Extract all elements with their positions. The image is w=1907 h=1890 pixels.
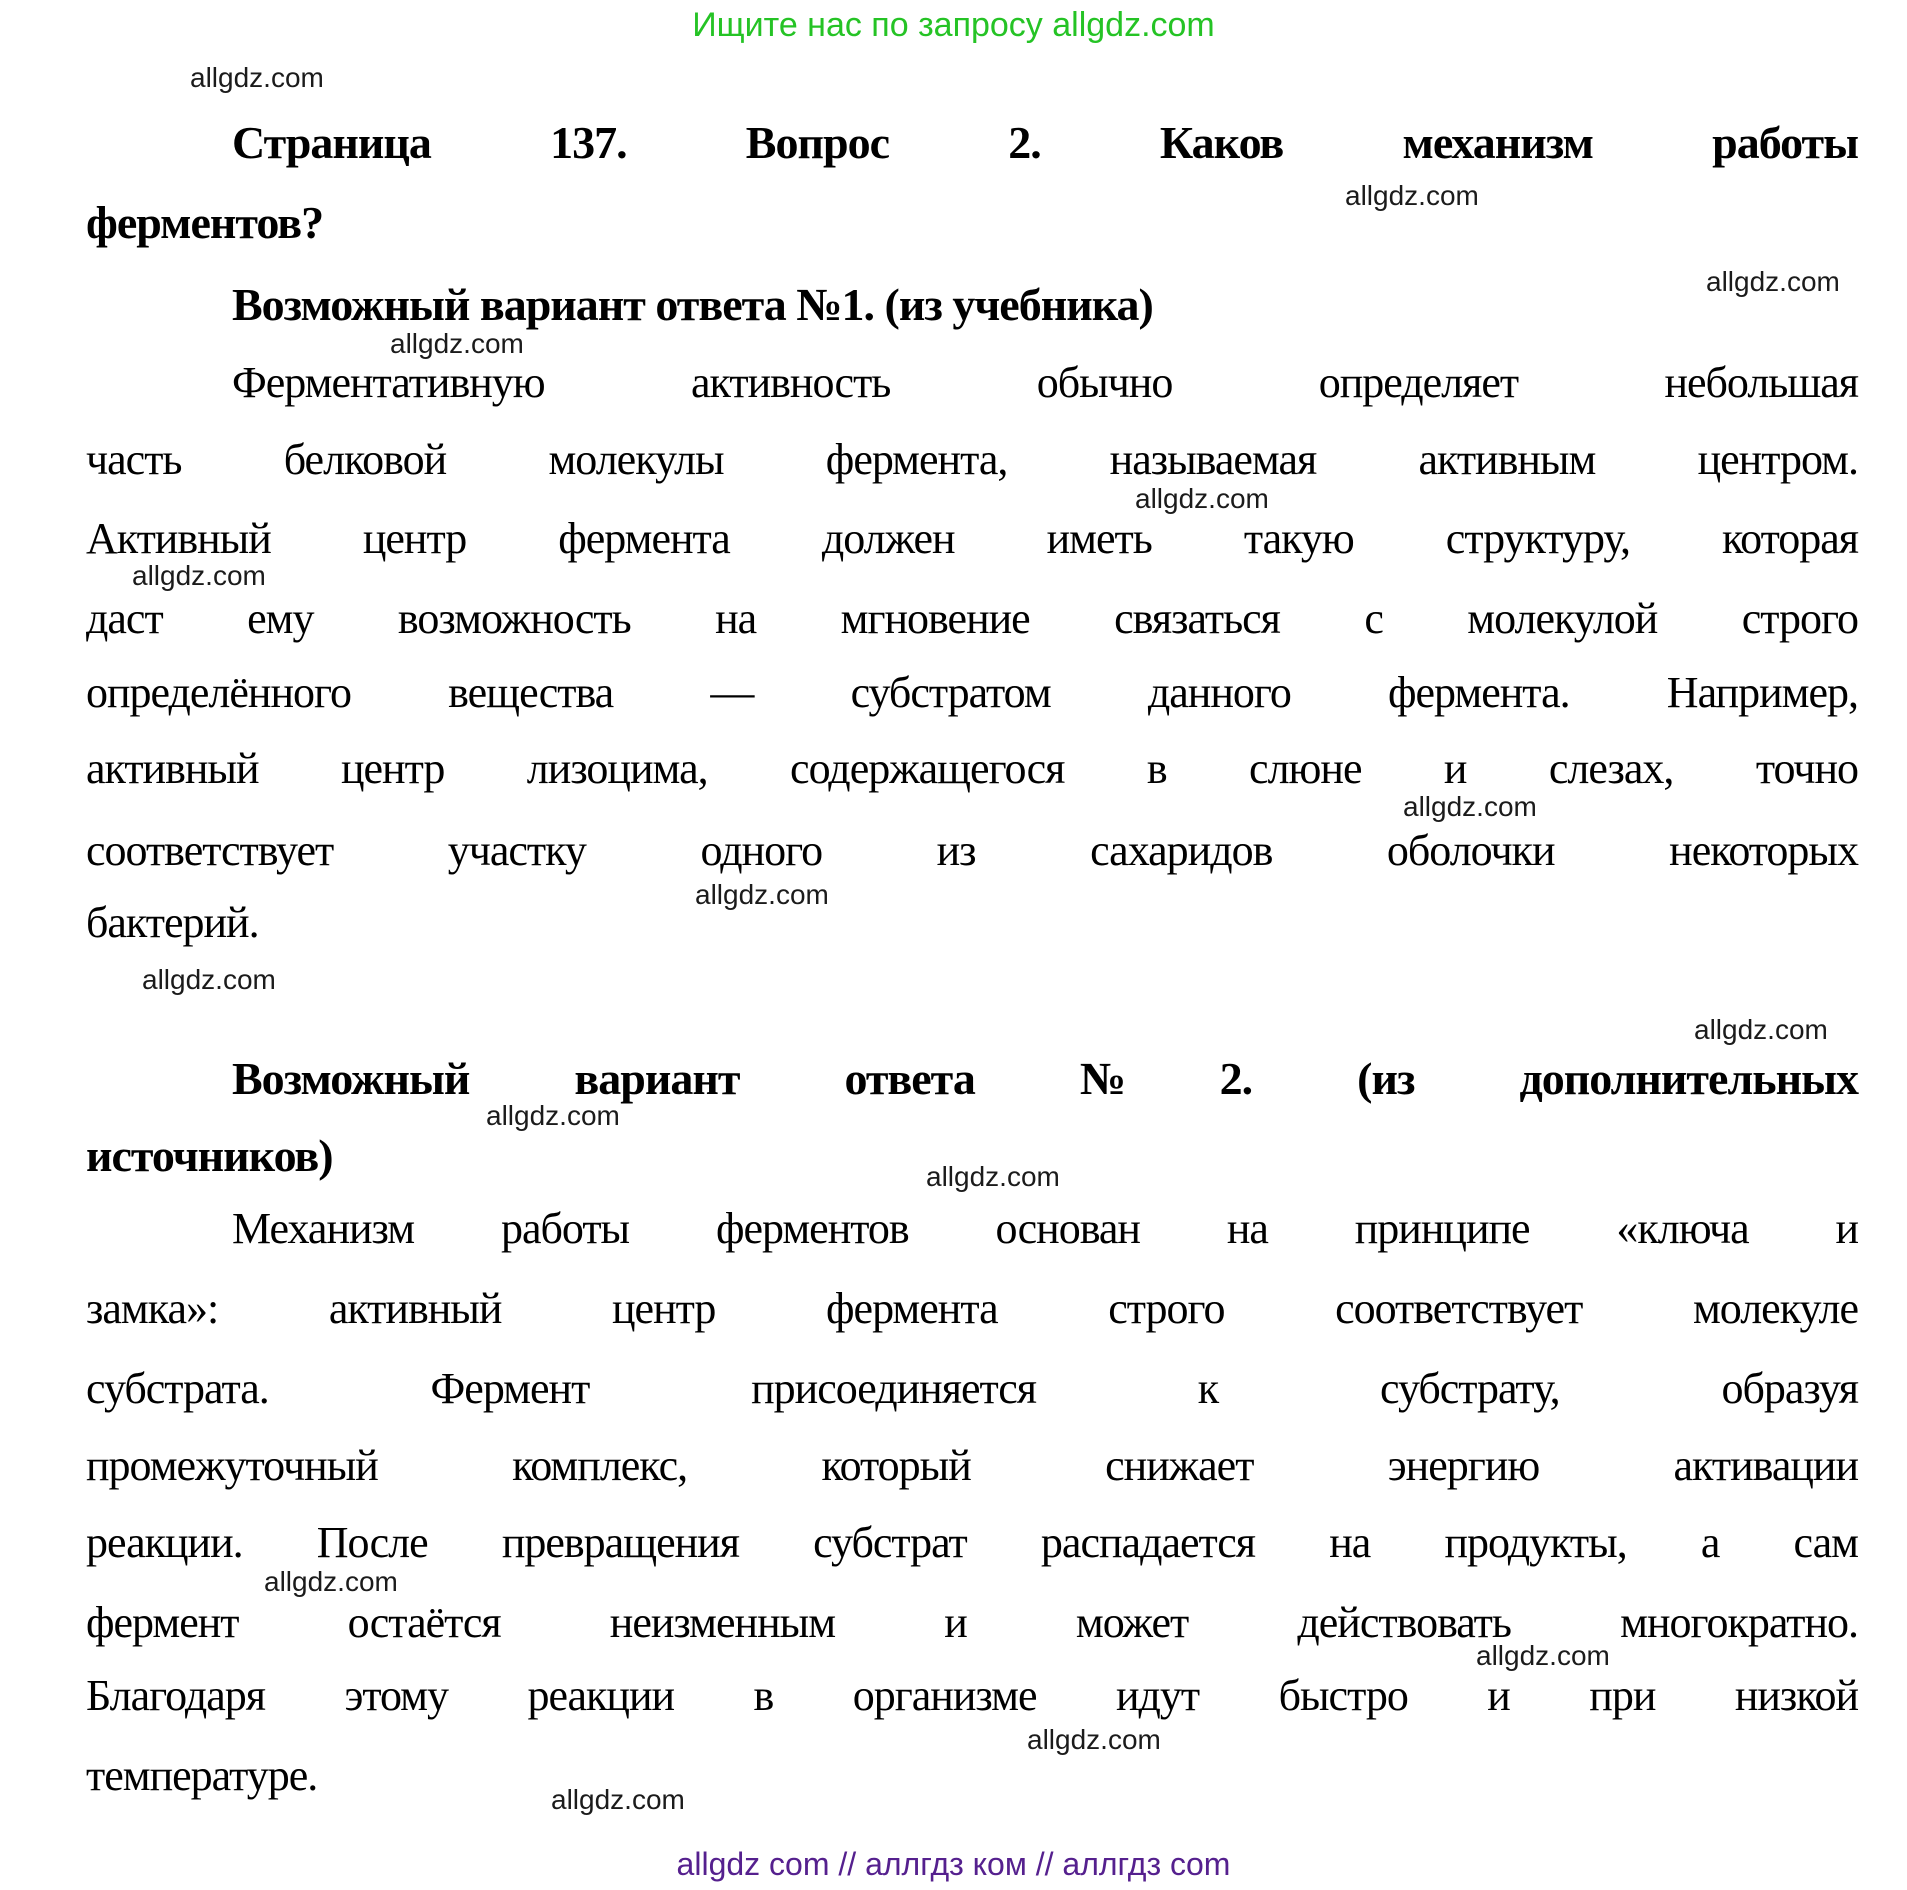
answer1-line: Активный центр фермента должен иметь такую структуру, которая <box>86 514 1858 563</box>
answer2-line: замка»: активный центр фермента строго соответствует молекуле <box>86 1284 1858 1333</box>
watermark-text: allgdz.com <box>1694 1014 1828 1045</box>
watermark-text: allgdz.com <box>1135 483 1269 514</box>
answer1-line: часть белковой молекулы фермента, называемая активным центром. <box>86 435 1858 484</box>
answer1-line: даст ему возможность на мгновение связаться с молекулой строго <box>86 594 1858 643</box>
watermark-text: allgdz.com <box>1476 1640 1610 1671</box>
answer2-heading-line: источников) <box>86 1130 333 1181</box>
question-title-line: ферментов? <box>86 197 324 248</box>
watermark-text: allgdz.com <box>142 964 276 995</box>
watermark-text: allgdz.com <box>486 1100 620 1131</box>
watermark-text: allgdz.com <box>926 1161 1060 1192</box>
answer2-line: Механизм работы ферментов основан на принципе «ключа и <box>232 1204 1858 1253</box>
watermark-text: allgdz.com <box>1403 791 1537 822</box>
question-title-line: Страница 137. Вопрос 2. Каков механизм работы <box>232 117 1858 168</box>
answer1-line: определённого вещества — субстратом данного фермента. Например, <box>86 668 1858 717</box>
watermark-text: allgdz.com <box>132 560 266 591</box>
watermark-text: allgdz.com <box>1706 266 1840 297</box>
watermark-text: allgdz.com <box>390 328 524 359</box>
answer2-line: Благодаря этому реакции в организме идут быстро и при низкой <box>86 1671 1858 1720</box>
site-banner: Ищите нас по запросу allgdz.com <box>692 6 1215 44</box>
answer2-line: промежуточный комплекс, который снижает энергию активации <box>86 1441 1858 1490</box>
answer2-heading-line: Возможный вариант ответа №2. (из дополнительных <box>232 1053 1858 1104</box>
watermark-text: allgdz.com <box>551 1784 685 1815</box>
answer1-line: Ферментативную активность обычно определяет небольшая <box>232 358 1858 407</box>
answer2-line: температуре. <box>86 1751 318 1800</box>
answer1-line: активный центр лизоцима, содержащегося в слюне и слезах, точно <box>86 744 1858 793</box>
answer1-line: бактерий. <box>86 898 259 947</box>
watermark-text: allgdz.com <box>264 1566 398 1597</box>
watermark-text: allgdz.com <box>695 879 829 910</box>
watermark-text: allgdz.com <box>190 62 324 93</box>
answer2-line: реакции. После превращения субстрат распадается на продукты, а сам <box>86 1518 1858 1567</box>
watermark-text: allgdz.com <box>1345 180 1479 211</box>
answer1-heading: Возможный вариант ответа №1. (из учебника) <box>232 279 1153 330</box>
answer1-line: соответствует участку одного из сахаридов оболочки некоторых <box>86 826 1858 875</box>
footer-text: allgdz com // аллгдз ком // аллгдз com <box>676 1846 1231 1882</box>
answer2-line: субстрата. Фермент присоединяется к субстрату, образуя <box>86 1364 1858 1413</box>
watermark-text: allgdz.com <box>1027 1724 1161 1755</box>
answer2-line: фермент остаётся неизменным и может действовать многократно. <box>86 1598 1858 1647</box>
